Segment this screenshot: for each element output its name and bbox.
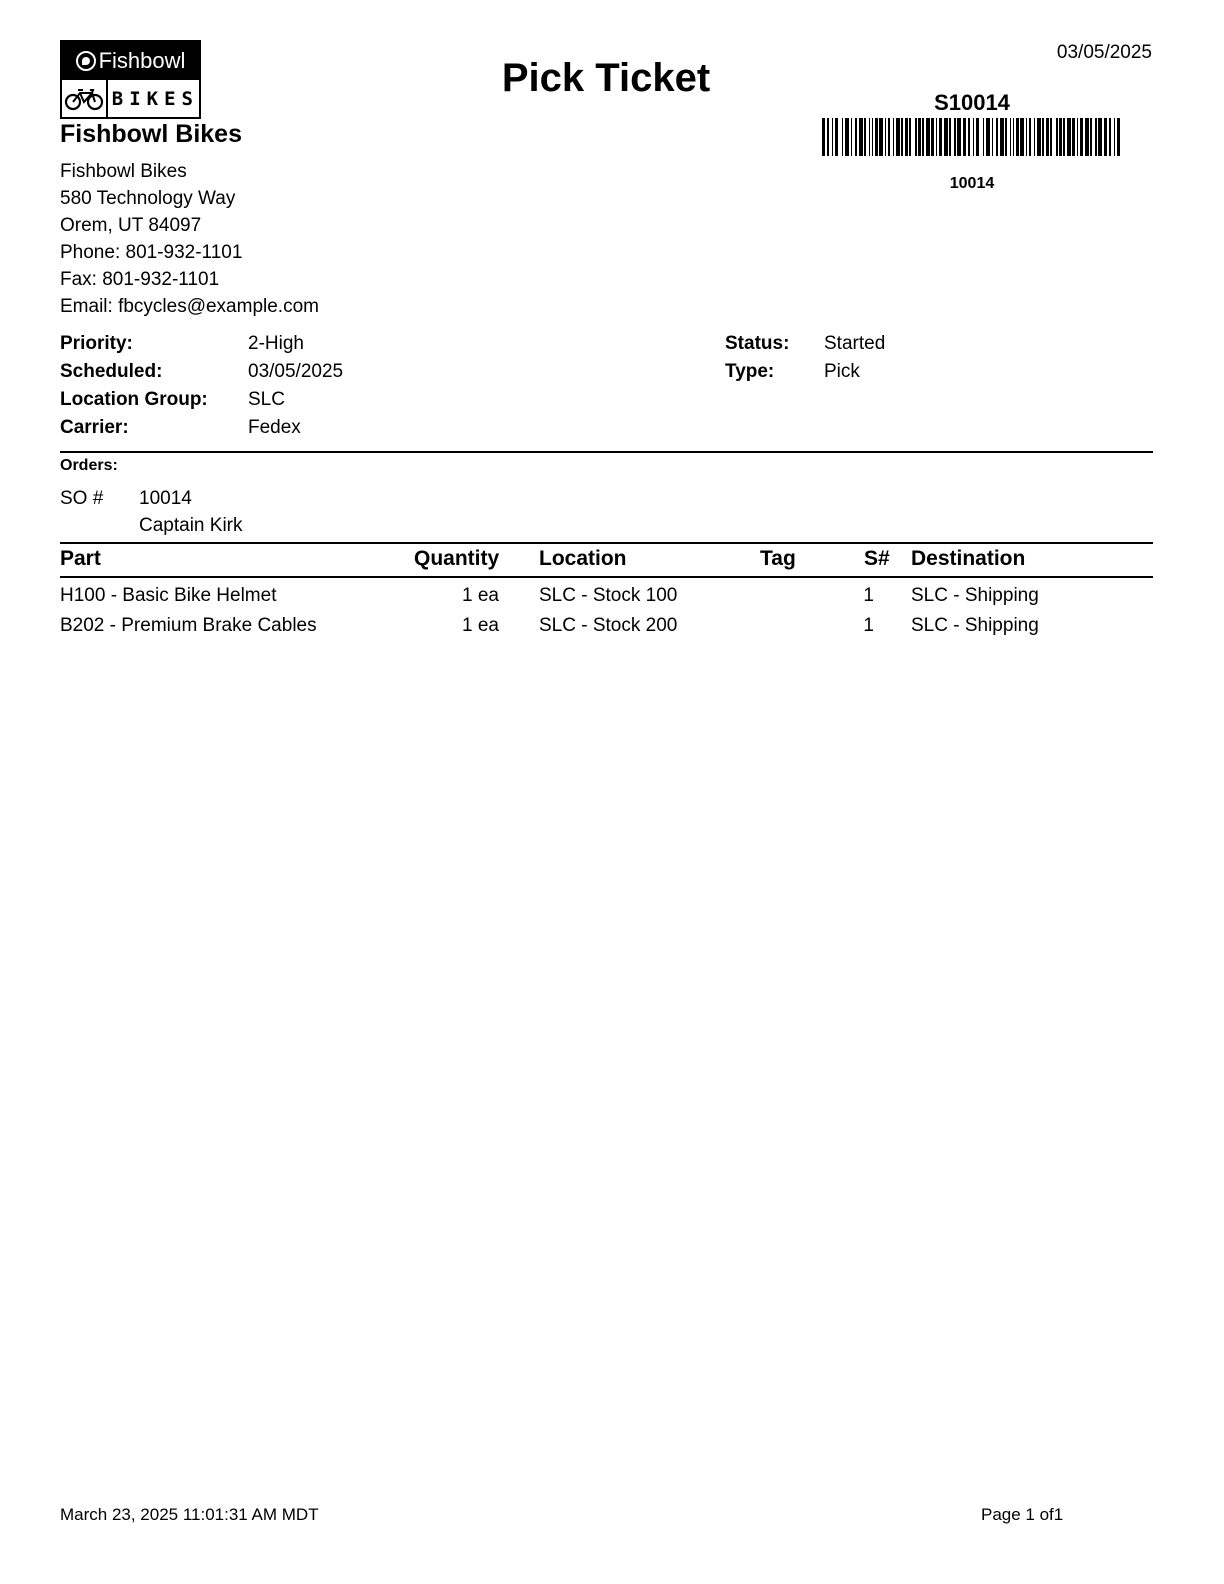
barcode-bar [1095,118,1097,156]
barcode-bar [992,118,993,156]
barcode-bar [851,118,852,156]
barcode-bar [835,118,838,156]
barcode-bar [1085,118,1089,156]
so-label: SO # [60,488,104,509]
row-quantity: 1 ea [462,585,499,606]
logo-top-text: Fishbowl [98,48,186,73]
barcode-bar [949,118,951,156]
address-line: Fax: 801-932-1101 [60,269,220,290]
barcode-bar [822,118,825,156]
barcode-bar [1090,118,1092,156]
address-line: Phone: 801-932-1101 [60,242,243,263]
barcode-bar [976,118,979,156]
barcode-bar [1029,118,1031,156]
priority-value: 2-High [248,333,304,354]
barcode-bar [936,118,937,156]
barcode-bar [896,118,900,156]
status-label: Status: [725,333,790,354]
address-line: Email: fbcycles@example.com [60,296,319,317]
col-header-quantity: Quantity [414,547,500,570]
barcode-bar [1050,118,1052,156]
customer-name: Captain Kirk [139,515,243,536]
barcode-bar [832,118,833,156]
barcode-bar [939,118,942,156]
footer-timestamp: March 23, 2025 11:01:31 AM MDT [60,1505,319,1524]
address-line: 580 Technology Way [60,188,236,209]
type-label: Type: [725,361,775,382]
barcode-bar [1117,118,1120,156]
barcode-bar [1077,118,1078,156]
barcode-bar [842,118,843,156]
barcode-bar [926,118,930,156]
barcode-bar [1034,118,1035,156]
row-location: SLC - Stock 100 [539,585,678,606]
row-destination: SLC - Shipping [911,615,1039,636]
barcode-bar [845,118,849,156]
barcode-bar [1114,118,1115,156]
barcode-bar [1059,118,1062,156]
row-destination: SLC - Shipping [911,585,1039,606]
footer-page-number: Page 1 of1 [981,1505,1064,1524]
barcode-bar [957,118,961,156]
status-value: Started [824,333,886,354]
barcode-bar [875,118,878,156]
barcode-bar [1042,118,1044,156]
barcode-bar [905,118,908,156]
barcode-text: 10014 [949,175,995,192]
divider [60,576,1153,578]
carrier-label: Carrier: [60,417,129,438]
barcode-bar [1056,118,1058,156]
so-number: S10014 [934,90,1010,115]
barcode-bar [1016,118,1019,156]
barcode-bar [918,118,921,156]
barcode-bar [1104,118,1107,156]
so-value: 10014 [139,488,192,509]
col-header-tag: Tag [760,547,796,570]
barcode-bar [963,118,966,156]
scheduled-label: Scheduled: [60,361,163,382]
barcode-bar [1020,118,1024,156]
row-part: B202 - Premium Brake Cables [60,615,317,636]
barcode-bar [1000,118,1004,156]
page-title: Pick Ticket [501,56,711,100]
address-line: Orem, UT 84097 [60,215,202,236]
carrier-value: Fedex [248,417,301,438]
barcode-bar [954,118,956,156]
company-name: Fishbowl Bikes [60,120,242,148]
document-date: 03/05/2025 [1056,42,1152,63]
row-snum: 1 [863,615,874,636]
scheduled-value: 03/05/2025 [248,361,344,382]
priority-label: Priority: [60,333,133,354]
barcode-bar [1080,118,1083,156]
barcode-bar [1013,118,1014,156]
barcode-bar [983,118,984,156]
row-snum: 1 [863,585,874,606]
barcode-bar [888,118,890,156]
col-header-snum: S# [864,547,890,570]
barcode-bar [986,118,990,156]
barcode-bar [827,118,829,156]
barcode-bar [893,118,894,156]
barcode-bar [968,118,970,156]
barcode-bar [1072,118,1075,156]
barcode-bar [1109,118,1111,156]
row-location: SLC - Stock 200 [539,615,678,636]
type-value: Pick [824,361,860,382]
location-group-label: Location Group: [60,389,208,410]
barcode-bar [879,118,883,156]
address-line: Fishbowl Bikes [60,161,187,182]
barcode-bar [901,118,903,156]
barcode-bar [1010,118,1011,156]
barcode-bar [1037,118,1041,156]
barcode-bar [855,118,857,156]
barcode-bar [973,118,974,156]
barcode-bar [1098,118,1102,156]
barcode-bar [869,118,870,156]
barcode-bar [944,118,948,156]
barcode-bar [909,118,911,156]
col-header-location: Location [539,547,627,570]
divider [60,542,1153,544]
logo-bottom-text: BIKES [111,87,199,110]
divider [60,451,1153,453]
barcode-bar [885,118,886,156]
barcode-bar [915,118,917,156]
barcode [822,118,1124,156]
barcode-bar [931,118,934,156]
row-quantity: 1 ea [462,615,499,636]
barcode-bar [996,118,998,156]
location-group-value: SLC [248,389,285,410]
orders-label: Orders: [60,457,118,474]
row-part: H100 - Basic Bike Helmet [60,585,277,606]
barcode-bar [1005,118,1007,156]
barcode-bar [864,118,866,156]
barcode-bar [872,118,873,156]
barcode-bar [1063,118,1065,156]
col-header-part: Part [60,547,101,570]
barcode-bar [922,118,924,156]
barcode-bar [1046,118,1049,156]
col-header-destination: Destination [911,547,1026,570]
barcode-bar [1067,118,1071,156]
barcode-bar [859,118,863,156]
barcode-bar [1026,118,1027,156]
